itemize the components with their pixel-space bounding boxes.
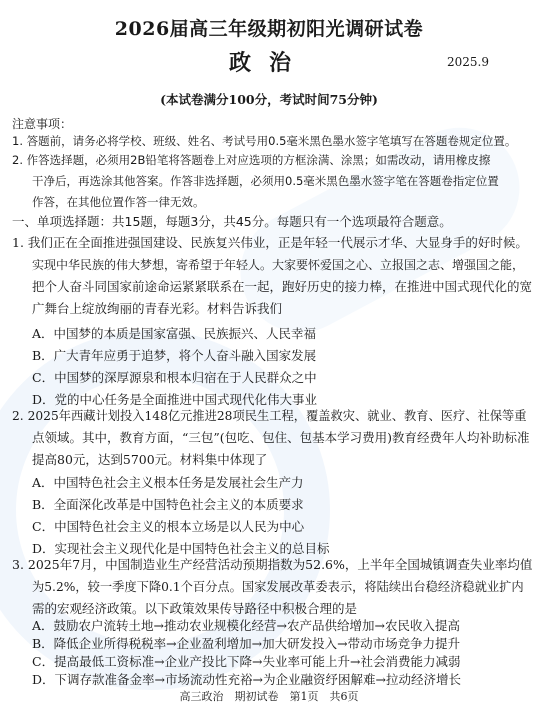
exam-info: (本试卷满分100分，考试时间75分钟) (160, 92, 378, 107)
question-1-line-3: 把个人奋斗同国家前途命运紧紧联系在一起，跑好历史的接力棒，在推进中国式现代化的宽 (32, 279, 533, 294)
question-1-option-b: B．广大青年应勇于追梦，将个人奋斗融入国家发展 (32, 348, 317, 363)
note-2-line-2: 干净后，再选涂其他答案。作答非选择题，必须用0.5毫米黑色墨水签字笔在答题卷指定位置 (32, 174, 499, 188)
question-1-line-1: 1. 我们正在全面推进强国建设、民族复兴伟业，正是年轻一代展示才华、大显身手的好时候。 (12, 235, 528, 250)
question-1-line-4: 广舞台上绽放绚丽的青春光彩。材料告诉我们 (32, 301, 283, 316)
question-1-option-d: D．党的中心任务是全面推进中国式现代化伟大事业 (32, 392, 318, 407)
page-footer: 高三政治 期初试卷 第1页 共6页 (179, 690, 359, 703)
note-2-line-3: 作答，在其他位置作答一律无效。 (32, 195, 205, 209)
question-2 (12, 405, 528, 471)
question-3-option-c: C．提高最低工资标准→企业产投比下降→失业率可能上升→社会消费能力减弱 (32, 654, 461, 669)
question-1-line-2: 实现中华民族的伟大梦想，寄希望于年轻人。大家要怀爱国之心、立报国之志、增强国之能， (32, 258, 525, 272)
question-3 (12, 554, 533, 620)
question-2-option-d: D．实现社会主义现代化是中国特色社会主义的总目标 (32, 541, 330, 556)
subject-title: 政治 (228, 50, 309, 76)
exam-date: 2025.9 (447, 55, 489, 69)
question-3-option-b: B．降低企业所得税税率→企业盈利增加→加大研发投入→带动市场竞争力提升 (32, 636, 461, 651)
question-1 (12, 232, 533, 320)
question-3-line-1: 3. 2025年7月，中国制造业生产经营活动预期指数为52.6%，上半年全国城镇调查失业率均值 (12, 557, 533, 572)
note-2-line-1: 2. 作答选择题，必须用2B铅笔将答题卷上对应选项的方框涂满、涂黑；如需改动，请用橡皮擦 (12, 153, 491, 167)
question-2-line-3: 提高80元，达到5700元。材料集中体现了 (32, 452, 268, 467)
note-1-line-1: 1. 答题前，请务必将学校、班级、姓名、考试号用0.5毫米黑色墨水签字笔填写在答题卷规定位置。 (12, 134, 517, 148)
question-2-line-2: 点领域。其中，教育方面，“三包”(包吃、包住、包基本学习费用)教育经费年人均补助标准 (32, 430, 530, 445)
question-1-option-a: A．中国梦的本质是国家富强、民族振兴、人民幸福 (32, 326, 317, 341)
question-3-line-3: 需的宏观经济政策。以下政策效果传导路径中积极合理的是 (32, 601, 358, 616)
note-item (12, 131, 528, 152)
question-2-option-b: B．全面深化改革是中国特色社会主义的本质要求 (32, 497, 304, 512)
exam-title: 2026届高三年级期初阳光调研试卷 (114, 18, 424, 40)
notes-title: 注意事项： (12, 117, 73, 131)
section-title: 一、单项选择题：共15题，每题3分，共45分。每题只有一个选项最符合题意。 (12, 214, 452, 229)
question-1-option-c: C．中国梦的深厚源泉和根本归宿在于人民群众之中 (32, 370, 317, 385)
question-3-option-d: D．下调存款准备金率→市场流动性充裕→为企业融资纾困解难→拉动经济增长 (32, 672, 461, 687)
question-3-option-a: A．鼓励农户流转土地→推动农业规模化经营→农产品供给增加→农民收入提高 (32, 618, 460, 633)
question-2-option-c: C．中国特色社会主义的根本立场是以人民为中心 (32, 519, 305, 534)
note-item (12, 150, 528, 213)
question-3-line-2: 为5.2%，较一季度下降0.1个百分点。国家发展改革委表示，将陆续出台稳经济稳就业扩内 (32, 580, 524, 594)
question-2-option-a: A．中国特色社会主义根本任务是发展社会生产力 (32, 475, 304, 490)
question-2-line-1: 2. 2025年西藏计划投入148亿元推进28项民生工程，覆盖救灾、就业、教育、医疗、社保等重 (12, 409, 527, 423)
